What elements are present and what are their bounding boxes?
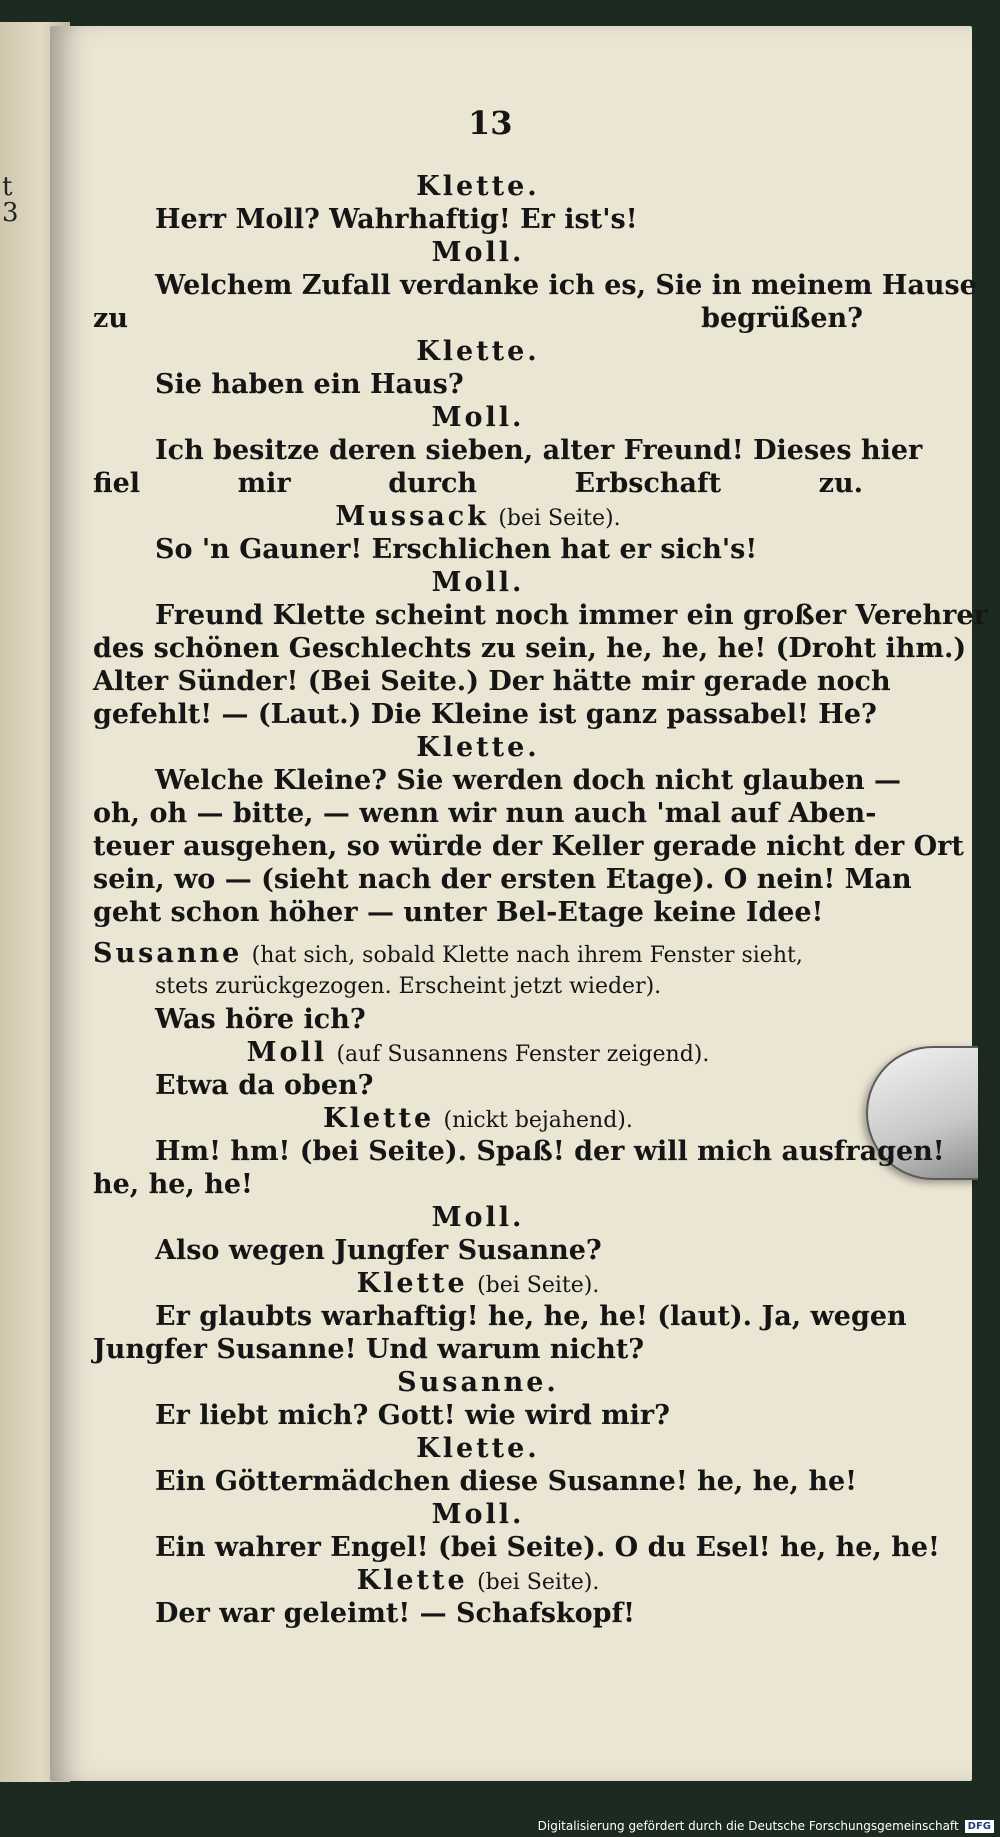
speech-line: Was höre ich? bbox=[155, 1004, 366, 1035]
speaker-heading bbox=[93, 1102, 863, 1135]
speech-line: Sie haben ein Haus? bbox=[155, 369, 464, 400]
speech-line: Also wegen Jungfer Susanne? bbox=[155, 1235, 602, 1266]
speech-line: Etwa da oben? bbox=[155, 1070, 374, 1101]
footer-credit: Digitalisierung gefördert durch die Deutsche Forschungsgemeinschaft bbox=[537, 1819, 959, 1833]
speaker-name: Susanne bbox=[93, 938, 243, 969]
speech-line: he, he, he! bbox=[93, 1169, 253, 1200]
speech-line: Er glaubts warhaftig! he, he, he! (laut). Ja, wegen bbox=[155, 1301, 907, 1332]
speech-line: Freund Klette scheint noch immer ein großer Verehrer bbox=[155, 600, 988, 631]
speaker-heading bbox=[93, 1564, 863, 1597]
speech-line: Der war geleimt! — Schafskopf! bbox=[155, 1598, 635, 1629]
speech-line: Herr Moll? Wahrhaftig! Er ist's! bbox=[155, 204, 638, 235]
speech-line: teuer ausgehen, so würde der Keller gerade nicht der Ort bbox=[93, 831, 964, 862]
speaker-heading bbox=[93, 1267, 863, 1300]
speaker-name: Klette bbox=[356, 1565, 468, 1596]
stage-direction: (hat sich, sobald Klette nach ihrem Fenster sieht, bbox=[251, 943, 803, 968]
speech-line: gefehlt! — (Laut.) Die Kleine ist ganz passabel! He? bbox=[93, 699, 877, 730]
speaker-name: Moll. bbox=[431, 567, 525, 598]
left-page-glyph: t bbox=[2, 172, 13, 202]
stage-direction: stets zurückgezogen. Erscheint jetzt wieder). bbox=[155, 974, 662, 999]
speech-line: Jungfer Susanne! Und warum nicht? bbox=[93, 1334, 645, 1365]
speaker-name: Klette. bbox=[416, 336, 540, 367]
speech-line: Ich besitze deren sieben, alter Freund! Dieses hier bbox=[155, 435, 923, 466]
speech-line: zu begrüßen? bbox=[93, 303, 863, 334]
speech-line: Hm! hm! (bei Seite). Spaß! der will mich ausfragen! bbox=[155, 1136, 945, 1167]
speech-line: Ein wahrer Engel! (bei Seite). O du Esel! he, he, he! bbox=[155, 1532, 940, 1563]
speaker-heading bbox=[93, 1036, 863, 1069]
stage-direction: (auf Susannens Fenster zeigend). bbox=[336, 1042, 710, 1067]
speaker-name: Klette. bbox=[416, 1433, 540, 1464]
speaker-name: Klette bbox=[356, 1268, 468, 1299]
speech-line: fiel mir durch Erbschaft zu. bbox=[93, 468, 863, 499]
speech-line: sein, wo — (sieht nach der ersten Etage). O nein! Man bbox=[93, 864, 912, 895]
speaker-name: Moll bbox=[246, 1037, 328, 1068]
speaker-heading bbox=[93, 500, 863, 533]
speaker-name: Moll. bbox=[431, 1202, 525, 1233]
speaker-heading bbox=[93, 937, 863, 970]
stage-direction: (bei Seite). bbox=[477, 1273, 600, 1298]
dfg-logo: DFG bbox=[965, 1820, 994, 1833]
left-page-glyph: 3 bbox=[2, 198, 19, 228]
speaker-name: Mussack bbox=[335, 501, 489, 532]
speech-line: Welchem Zufall verdanke ich es, Sie in meinem Hause bbox=[155, 270, 977, 301]
speaker-name: Klette. bbox=[416, 171, 540, 202]
speaker-name: Klette. bbox=[416, 732, 540, 763]
page-number: 13 bbox=[468, 104, 513, 142]
speech-line: oh, oh — bitte, — wenn wir nun auch 'mal auf Aben- bbox=[93, 798, 877, 829]
stage-direction: (bei Seite). bbox=[498, 506, 621, 531]
speaker-name: Moll. bbox=[431, 1499, 525, 1530]
speaker-name: Susanne. bbox=[397, 1367, 559, 1398]
speech-line: Ein Göttermädchen diese Susanne! he, he, he! bbox=[155, 1466, 857, 1497]
footer bbox=[538, 1819, 994, 1833]
speech-line: So 'n Gauner! Erschlichen hat er sich's! bbox=[155, 534, 758, 565]
speech-line: Alter Sünder! (Bei Seite.) Der hätte mir gerade noch bbox=[93, 666, 891, 697]
speaker-name: Klette bbox=[323, 1103, 435, 1134]
stage-direction: (nickt bejahend). bbox=[443, 1108, 633, 1133]
speech-line: Welche Kleine? Sie werden doch nicht glauben — bbox=[155, 765, 901, 796]
speaker-name: Moll. bbox=[431, 237, 525, 268]
speech-line: Er liebt mich? Gott! wie wird mir? bbox=[155, 1400, 670, 1431]
speaker-name: Moll. bbox=[431, 402, 525, 433]
speech-line: geht schon höher — unter Bel-Etage keine Idee! bbox=[93, 897, 824, 928]
speech-line: des schönen Geschlechts zu sein, he, he, he! (Droht ihm.) bbox=[93, 633, 967, 664]
page-text bbox=[93, 170, 988, 1630]
stage-direction: (bei Seite). bbox=[477, 1570, 600, 1595]
